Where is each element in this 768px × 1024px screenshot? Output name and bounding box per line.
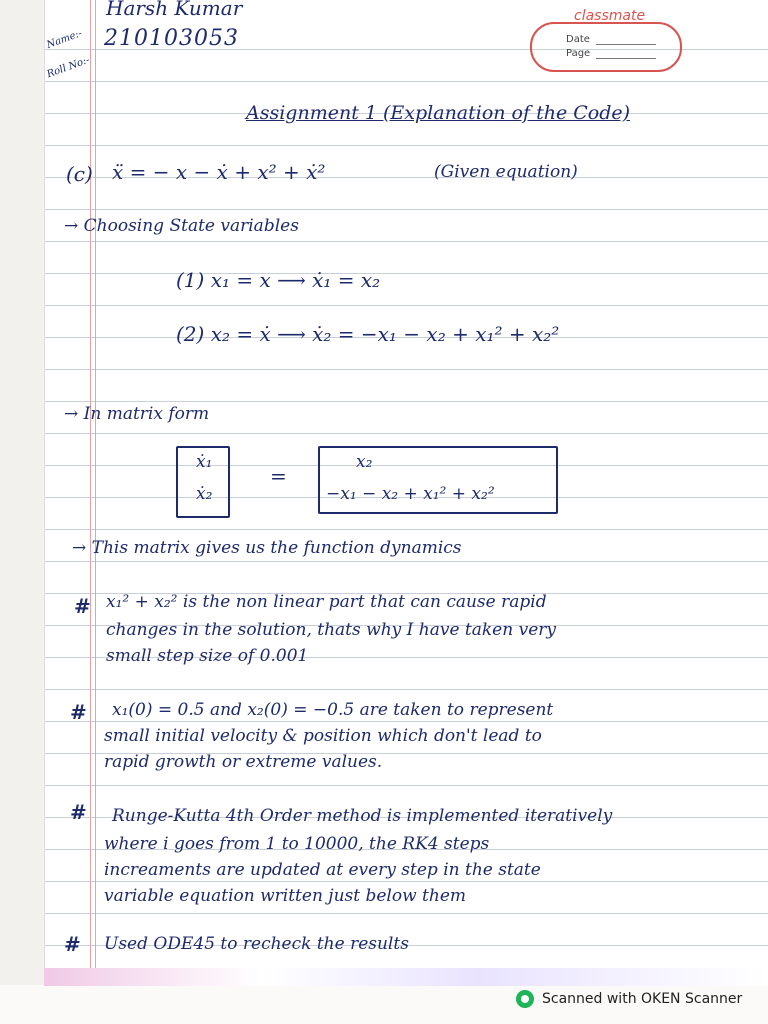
point-3-line-1: Runge-Kutta 4th Order method is implemented iteratively [112,806,613,826]
date-line [596,44,656,45]
rhs-bottom: −x₁ − x₂ + x₁² + x₂² [326,484,495,504]
state-heading: → Choosing State variables [64,216,299,236]
scanner-text: Scanned with OKEN Scanner [542,991,743,1007]
point-1-marker: # [74,594,91,618]
point-3-line-4: variable equation written just below them [104,886,467,906]
lhs-bottom: ẋ₂ [196,484,213,504]
point-3-line-3: increaments are updated at every step in the state [104,860,541,880]
state-eq-1: (1) x₁ = x ⟶ ẋ₁ = x₂ [176,268,381,292]
page-label: Page [566,48,591,59]
date-label: Date [566,34,590,45]
page-title: Assignment 1 (Explanation of the Code) [246,102,631,124]
roll-number: 210103053 [104,26,239,51]
state-eq-2: (2) x₂ = ẋ ⟶ ẋ₂ = −x₁ − x₂ + x₁² + x₂² [176,322,560,346]
matrix-note: → This matrix gives us the function dynamics [72,538,462,558]
point-2-line-3: rapid growth or extreme values. [104,752,383,772]
margin-line [90,0,96,985]
point-1-line-3: small step size of 0.001 [106,646,309,666]
given-equation: ẍ = − x − ẋ + x² + ẋ² [112,160,326,184]
classmate-logo [530,8,682,72]
lhs-top: ẋ₁ [196,452,213,472]
scanner-watermark [516,990,742,1008]
point-4-marker: # [64,932,81,956]
point-2-marker: # [70,700,87,724]
student-name: Harsh Kumar [106,0,243,20]
point-4-line-1: Used ODE45 to recheck the results [104,934,409,954]
page-line [596,58,656,59]
page-bottom-edge [44,968,768,986]
logo-brand: classmate [574,8,646,24]
rhs-top: x₂ [356,452,373,472]
oken-scanner-icon [516,990,534,1008]
point-2-line-1: x₁(0) = 0.5 and x₂(0) = −0.5 are taken to represent [112,700,554,720]
point-3-line-2: where i goes from 1 to 10000, the RK4 steps [104,834,490,854]
matrix-equals: = [270,464,287,488]
point-3-marker: # [70,800,87,824]
name-label: Name:- [45,28,84,51]
roll-label: Roll No:- [45,54,92,81]
binder-edge [0,0,44,985]
point-1-line-2: changes in the solution, thats why I have taken very [106,620,556,640]
equation-marker: (c) [66,162,93,186]
matrix-heading: → In matrix form [64,404,210,424]
point-2-line-2: small initial velocity & position which don't lead to [104,726,542,746]
equation-note: (Given equation) [434,162,578,182]
point-1-line-1: x₁² + x₂² is the non linear part that can cause rapid [106,592,547,612]
